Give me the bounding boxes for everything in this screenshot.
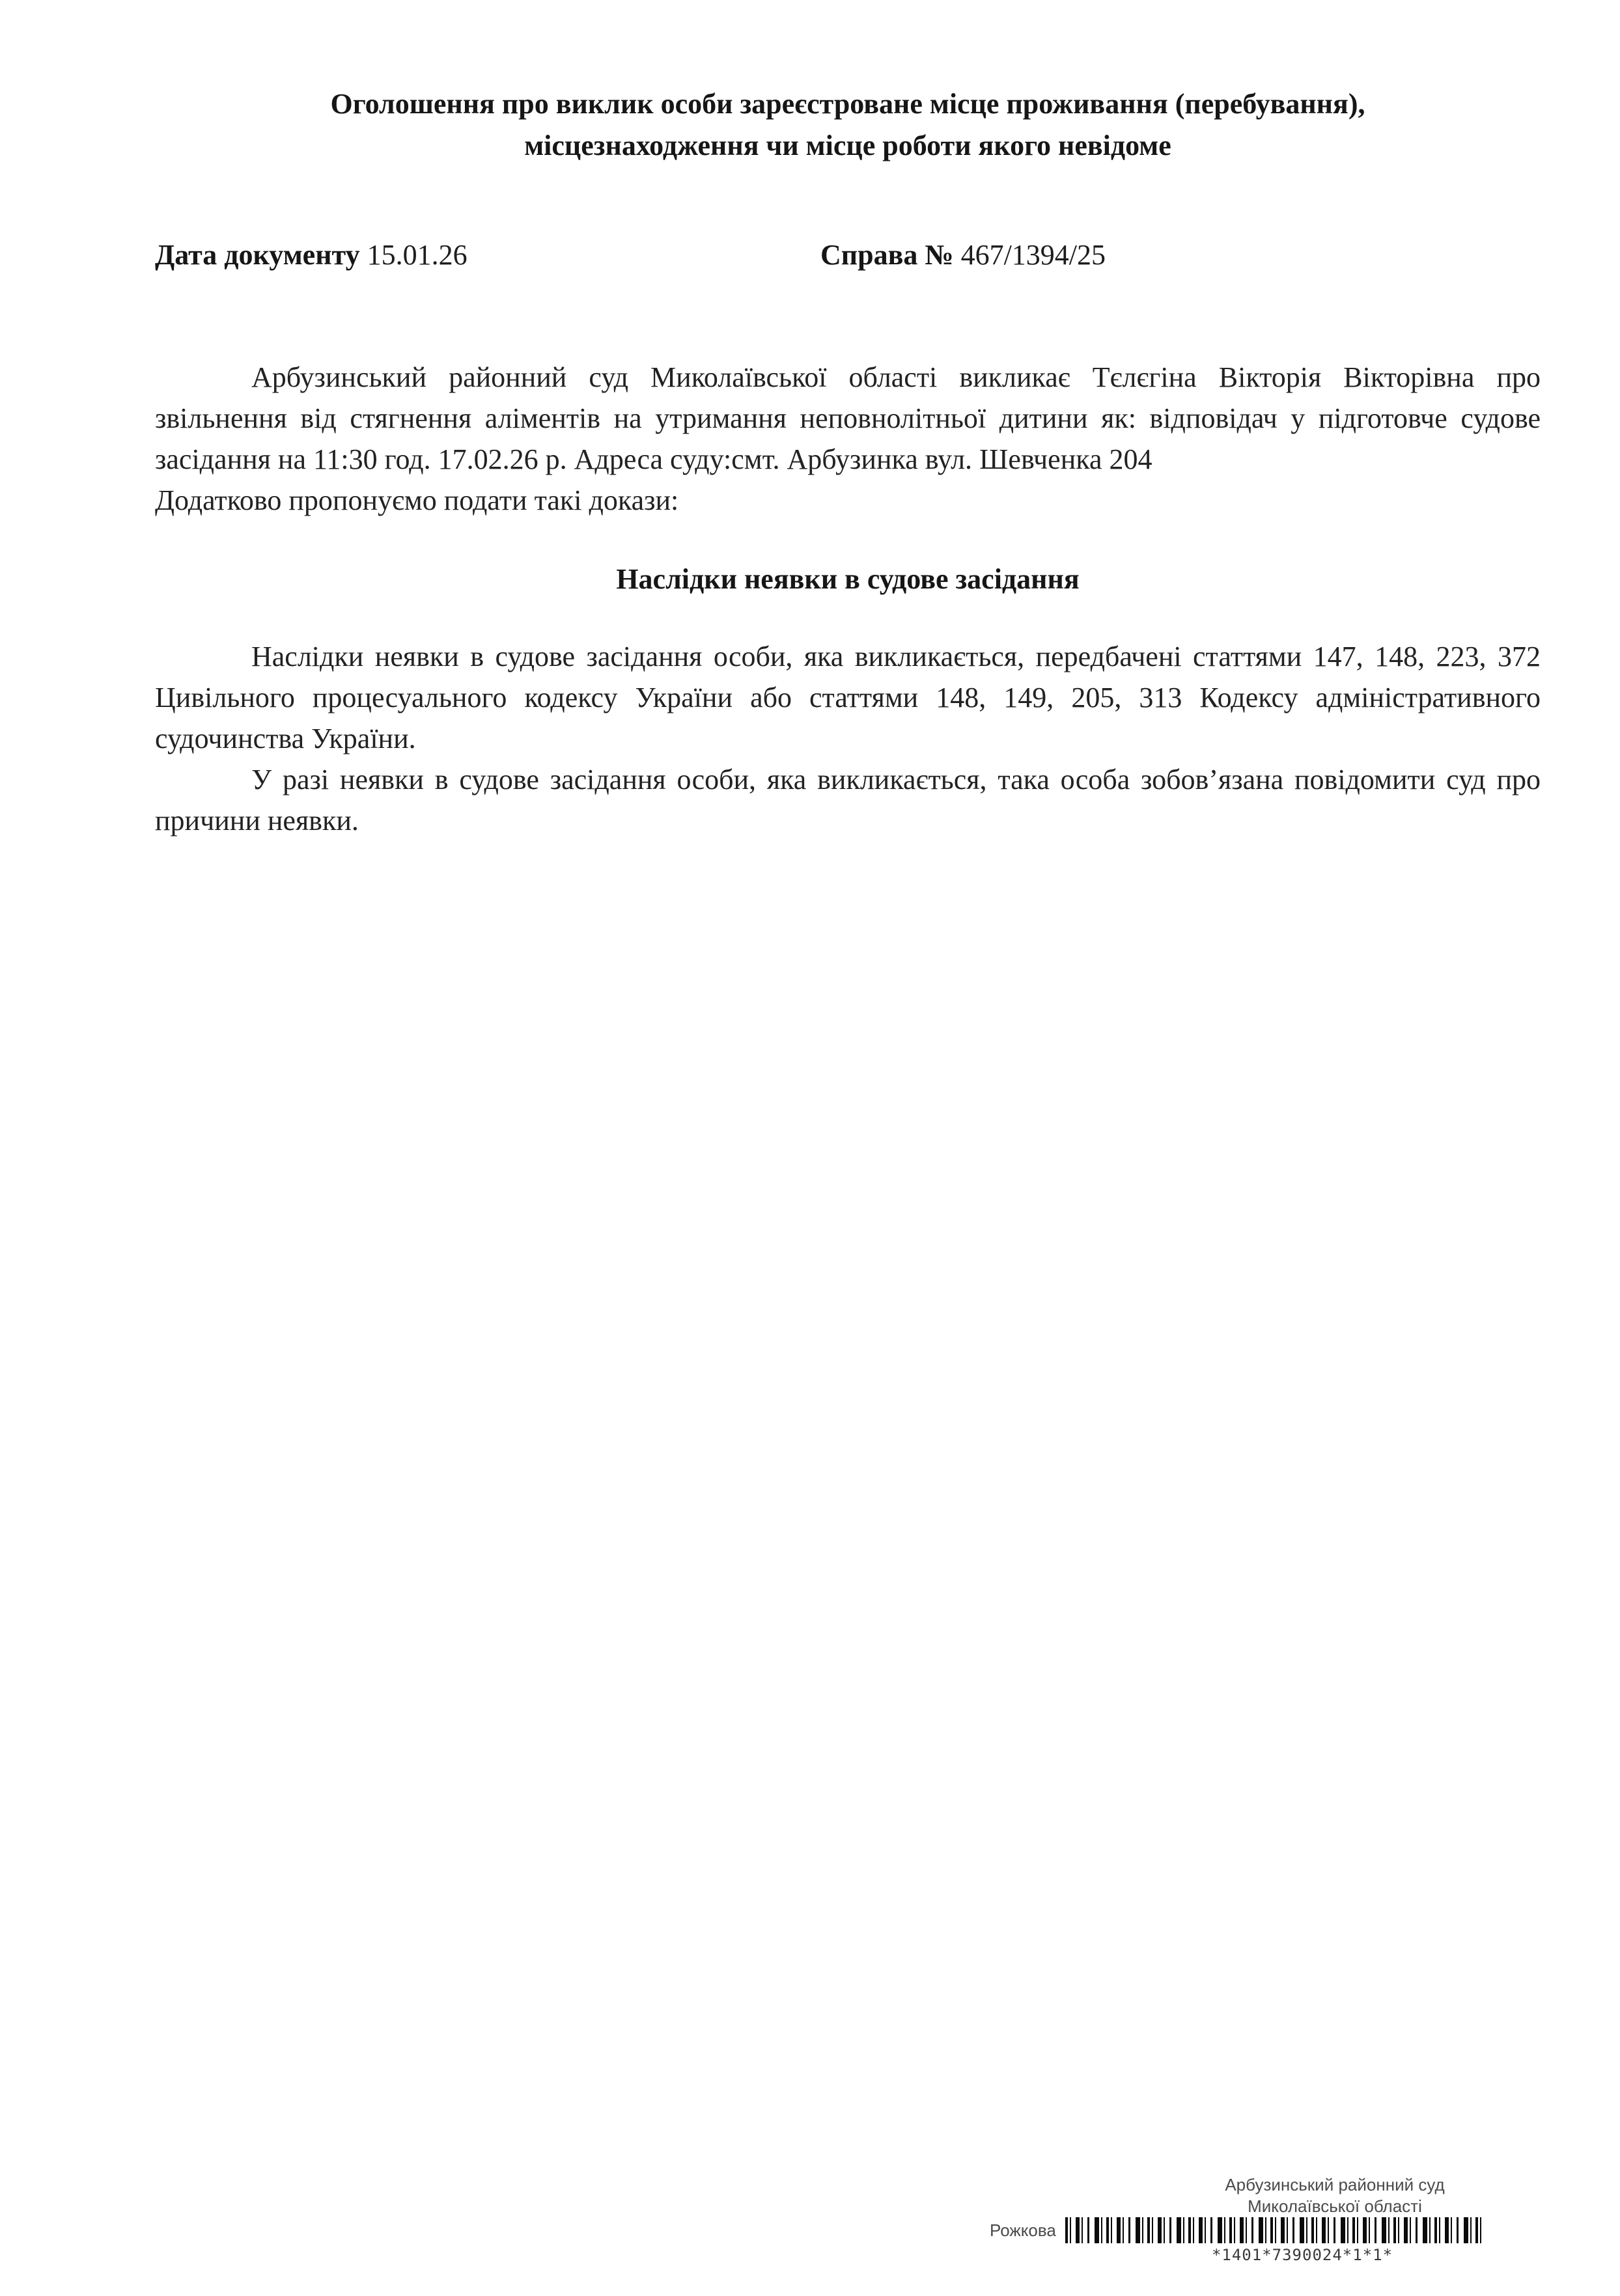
evidence-line: Додатково пропонуємо подати такі докази: [155, 484, 679, 516]
section-heading: Наслідки неявки в судове засідання [616, 563, 1080, 595]
document-content [0, 0, 1620, 841]
case-number [820, 234, 1106, 276]
footer-court-line1: Арбузинський районний суд [1225, 2175, 1445, 2194]
footer-court-name [1166, 2174, 1504, 2217]
obligation-paragraph: У разі неявки в судове засідання особи, яка викликається, така особа зобов’язана повідомити суд про причини неявки. [155, 764, 1541, 837]
signer-name: Рожкова [990, 2220, 1056, 2240]
case-number-value: 467/1394/25 [960, 239, 1106, 271]
case-number-label: Справа № [820, 239, 954, 271]
summons-paragraph: Арбузинський районний суд Миколаївської області викликає Тєлєгіна Вікторія Вікторівна про звільнення від стягнення аліментів на утримання неповнолітньої дитини як: відповідач у підготовче судове засідання на 11:30 год. 17.02.26 р. Адреса суду:смт. Арбузинка вул. Шевченка 204 [155, 361, 1541, 475]
barcode-icon [1065, 2217, 1482, 2243]
footer-court-line2: Миколаївської області [1248, 2196, 1422, 2216]
document-meta-row [155, 234, 1541, 276]
document-date-label: Дата документу [155, 239, 360, 271]
document-date-value: 15.01.26 [367, 239, 468, 271]
document-title-line1: Оголошення про виклик особи зареєстроване місце проживання (перебування), [330, 88, 1365, 120]
document-date [155, 234, 468, 276]
document-title-line2: місцезнаходження чи місце роботи якого невідоме [524, 130, 1171, 161]
consequences-paragraph: Наслідки неявки в судове засідання особи, яка викликається, передбачені статтями 147, 148, 223, 372 Цивільного процесуального кодексу України або статтями 148, 149, 205, 313 Кодексу адміністративного судочинства України. [155, 641, 1541, 754]
document-title [155, 83, 1541, 167]
barcode-row [990, 2217, 1482, 2243]
barcode-value: *1401*7390024*1*1* [1211, 2246, 1393, 2264]
